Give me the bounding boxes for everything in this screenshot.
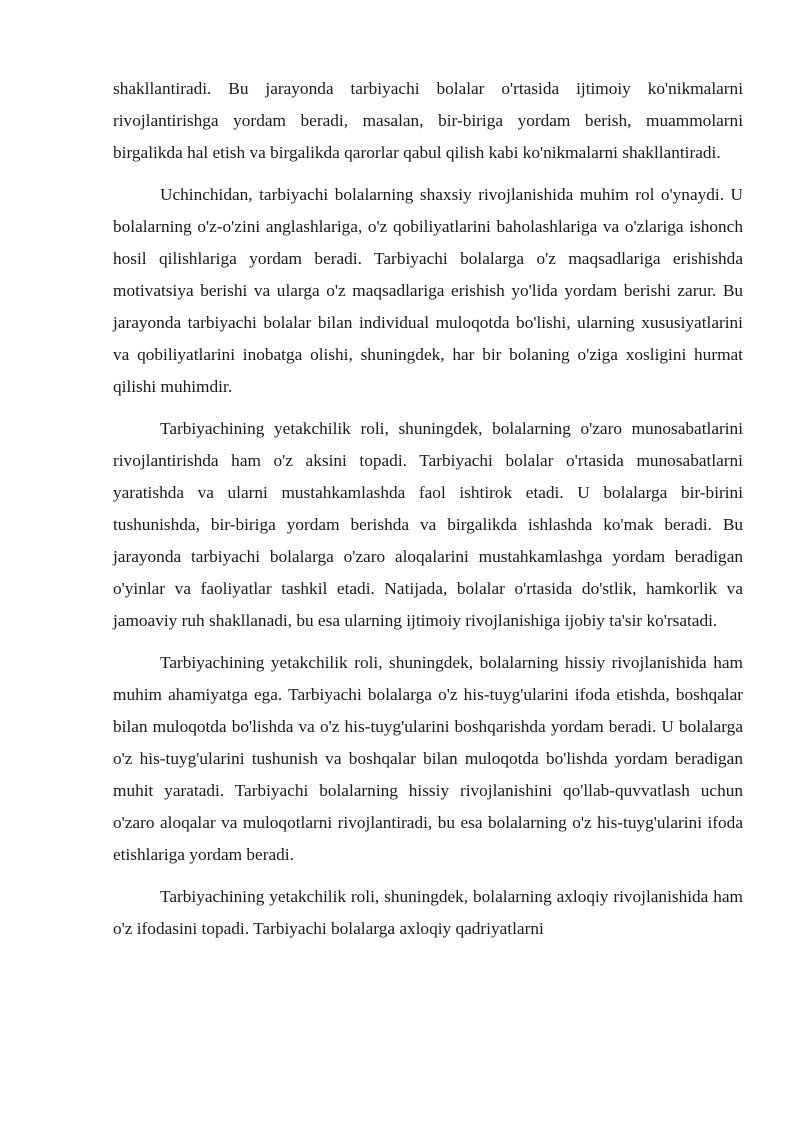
paragraph-5: Tarbiyachining yetakchilik roli, shuningdek, bolalarning axloqiy rivojlanishida ham o'z ifodasini topadi. Tarbiyachi bolalarga axloqiy qadriyatlarni [113,887,743,938]
paragraph-4: Tarbiyachining yetakchilik roli, shuningdek, bolalarning hissiy rivojlanishida ham muhim ahamiyatga ega. Tarbiyachi bolalarga o'z his-tuyg'ularini ifoda etishda, boshqalar bilan muloqotda bo'lishda va o'z his-tuyg'ularini boshqarishda yordam beradi. U bolalarga o'z his-tuyg'ularini tushunish va boshqalar bilan muloqotda bo'lishda yordam beradigan muhit yaratadi. Tarbiyachi bolalarning hissiy rivojlanishini qo'llab-quvvatlash uchun o'zaro aloqalar va muloqotlarni rivojlantiradi, bu esa bolalarning o'z his-tuyg'ularini ifoda etishlariga yordam beradi. [113,653,743,864]
paragraph-3: Tarbiyachining yetakchilik roli, shuningdek, bolalarning o'zaro munosabatlarini rivojlantirishda ham o'z aksini topadi. Tarbiyachi bolalar o'rtasida munosabatlarni yaratishda va ularni mustahkamlashda faol ishtirok etadi. U bolalarga bir-birini tushunishda, bir-biriga yordam berishda va birgalikda ishlashda ko'mak beradi. Bu jarayonda tarbiyachi bolalarga o'zaro aloqalarini mustahkamlashga yordam beradigan o'yinlar va faoliyatlar tashkil etadi. Natijada, bolalar o'rtasida do'stlik, hamkorlik va jamoaviy ruh shakllanadi, bu esa ularning ijtimoiy rivojlanishiga ijobiy ta'sir ko'rsatadi. [113,419,743,630]
paragraph-2: Uchinchidan, tarbiyachi bolalarning shaxsiy rivojlanishida muhim rol o'ynaydi. U bolalarning o'z-o'zini anglashlariga, o'z qobiliyatlarini baholashlariga va o'zlariga ishonch hosil qilishlariga yordam beradi. Tarbiyachi bolalarga o'z maqsadlariga erishishda motivatsiya berishi va ularga o'z maqsadlariga erishish yo'lida yordam berishi zarur. Bu jarayonda tarbiyachi bolalar bilan individual muloqotda bo'lishi, ularning xususiyatlarini va qobiliyatlarini inobatga olishi, shuningdek, har bir bolaning o'ziga xosligini hurmat qilishi muhimdir. [113,185,743,396]
paragraph-1: shakllantiradi. Bu jarayonda tarbiyachi bolalar o'rtasida ijtimoiy ko'nikmalarni rivojlantirishga yordam beradi, masalan, bir-biriga yordam berish, muammolarni birgalikda hal etish va birgalikda qarorlar qabul qilish kabi ko'nikmalarni shakllantiradi. [113,79,743,162]
